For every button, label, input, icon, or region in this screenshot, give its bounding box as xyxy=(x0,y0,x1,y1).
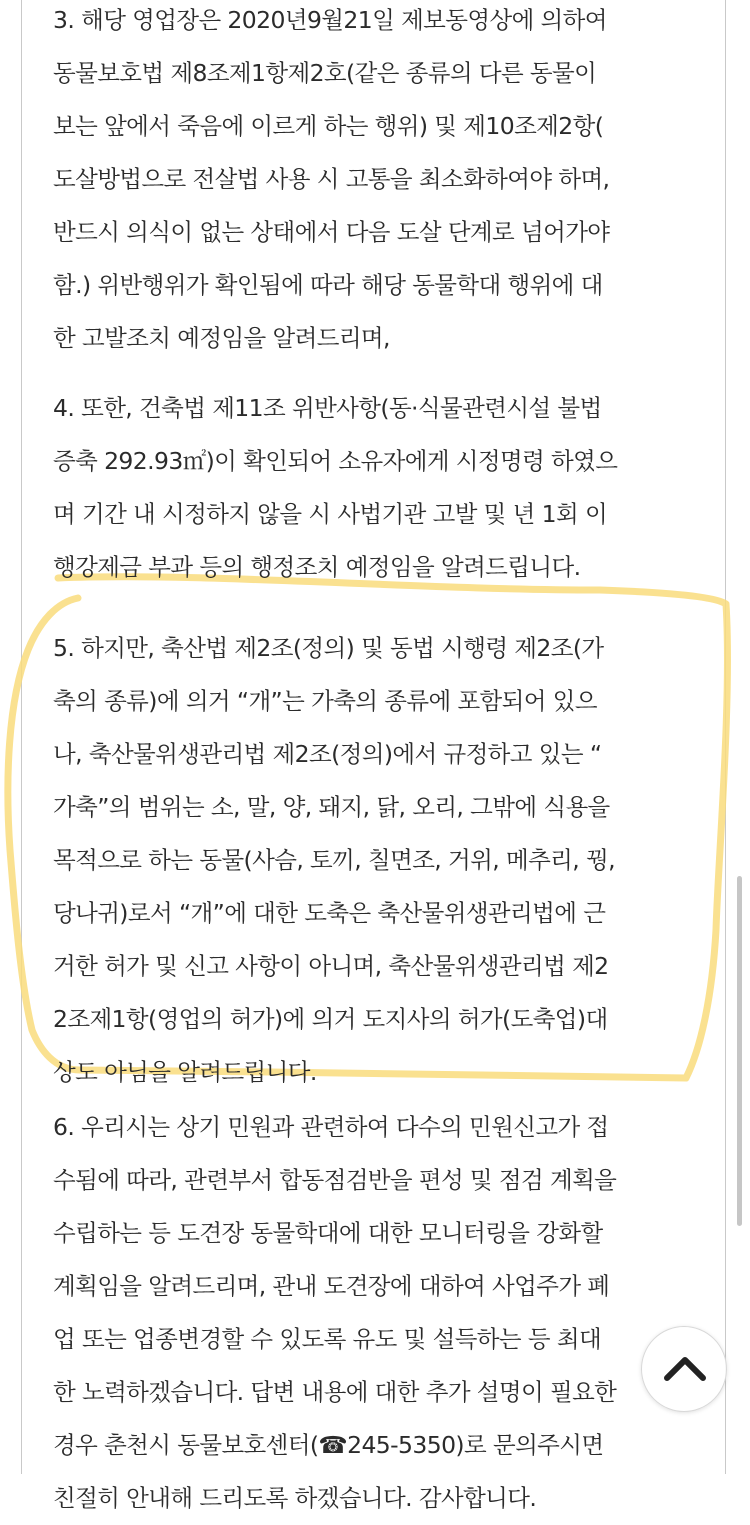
text-line: 수됨에 따라, 관련부서 합동점검반을 편성 및 점검 계획을 xyxy=(53,1166,617,1194)
text-line: 반드시 의식이 없는 상태에서 다음 도살 단계로 넘어가야 xyxy=(53,218,610,246)
text-line: 나, 축산물위생관리법 제2조(정의)에서 규정하고 있는 “ xyxy=(53,740,602,768)
text-line: 친절히 안내해 드리도록 하겠습니다. 감사합니다. xyxy=(53,1484,537,1512)
text-line: 2조제1항(영업의 허가)에 의거 도지사의 허가(도축업)대 xyxy=(53,1005,608,1033)
scroll-to-top-button[interactable] xyxy=(641,1326,727,1412)
text-line: 도살방법으로 전살법 사용 시 고통을 최소화하여야 하며, xyxy=(53,165,610,193)
text-line: 거한 허가 및 신고 사항이 아니며, 축산물위생관리법 제2 xyxy=(53,952,609,980)
text-line: 한 고발조치 예정임을 알려드리며, xyxy=(53,324,390,352)
text-line: 당나귀)로서 “개”에 대한 도축은 축산물위생관리법에 근 xyxy=(53,899,606,927)
text-line: 업 또는 업종변경할 수 있도록 유도 및 설득하는 등 최대 xyxy=(53,1325,602,1353)
text-line: 목적으로 하는 동물(사슴, 토끼, 칠면조, 거위, 메추리, 꿩, xyxy=(53,846,615,874)
text-line: 함.) 위반행위가 확인됨에 따라 해당 동물학대 행위에 대 xyxy=(53,271,603,299)
text-line: 경우 춘천시 동물보호센터(☎245-5350)로 문의주시면 xyxy=(53,1431,604,1459)
text-line: 계획임을 알려드리며, 관내 도견장에 대하여 사업주가 폐 xyxy=(53,1272,610,1300)
chevron-up-icon xyxy=(663,1352,707,1382)
paragraph-5-highlighted xyxy=(53,622,713,1099)
scrollbar[interactable] xyxy=(737,876,742,1226)
paragraph-6 xyxy=(53,1101,713,1525)
text-line: 며 기간 내 시정하지 않을 시 사법기관 고발 및 년 1회 이 xyxy=(53,500,608,528)
text-line: 한 노력하겠습니다. 답변 내용에 대한 추가 설명이 필요한 xyxy=(53,1378,617,1406)
text-line: 동물보호법 제8조제1항제2호(같은 종류의 다른 동물이 xyxy=(53,59,597,87)
text-line: 가축”의 범위는 소, 말, 양, 돼지, 닭, 오리, 그밖에 식용을 xyxy=(53,793,610,821)
text-line: 행강제금 부과 등의 행정조치 예정임을 알려드립니다. xyxy=(53,553,581,581)
text-line: 증축 292.93㎡)이 확인되어 소유자에게 시정명령 하였으 xyxy=(53,447,618,475)
text-line: 6. 우리시는 상기 민원과 관련하여 다수의 민원신고가 접 xyxy=(53,1113,609,1141)
paragraph-3 xyxy=(53,0,713,365)
text-line: 수립하는 등 도견장 동물학대에 대한 모니터링을 강화할 xyxy=(53,1219,603,1247)
text-line: 3. 해당 영업장은 2020년9월21일 제보동영상에 의하여 xyxy=(53,6,607,34)
text-line: 보는 앞에서 죽음에 이르게 하는 행위) 및 제10조제2항( xyxy=(53,112,604,140)
text-line: 4. 또한, 건축법 제11조 위반사항(동·식물관련시설 불법 xyxy=(53,394,602,422)
paragraph-4 xyxy=(53,382,713,594)
text-line: 상도 아님을 알려드립니다. xyxy=(53,1058,317,1086)
text-line: 5. 하지만, 축산법 제2조(정의) 및 동법 시행령 제2조(가 xyxy=(53,634,604,662)
text-line: 축의 종류)에 의거 “개”는 가축의 종류에 포함되어 있으 xyxy=(53,687,597,715)
